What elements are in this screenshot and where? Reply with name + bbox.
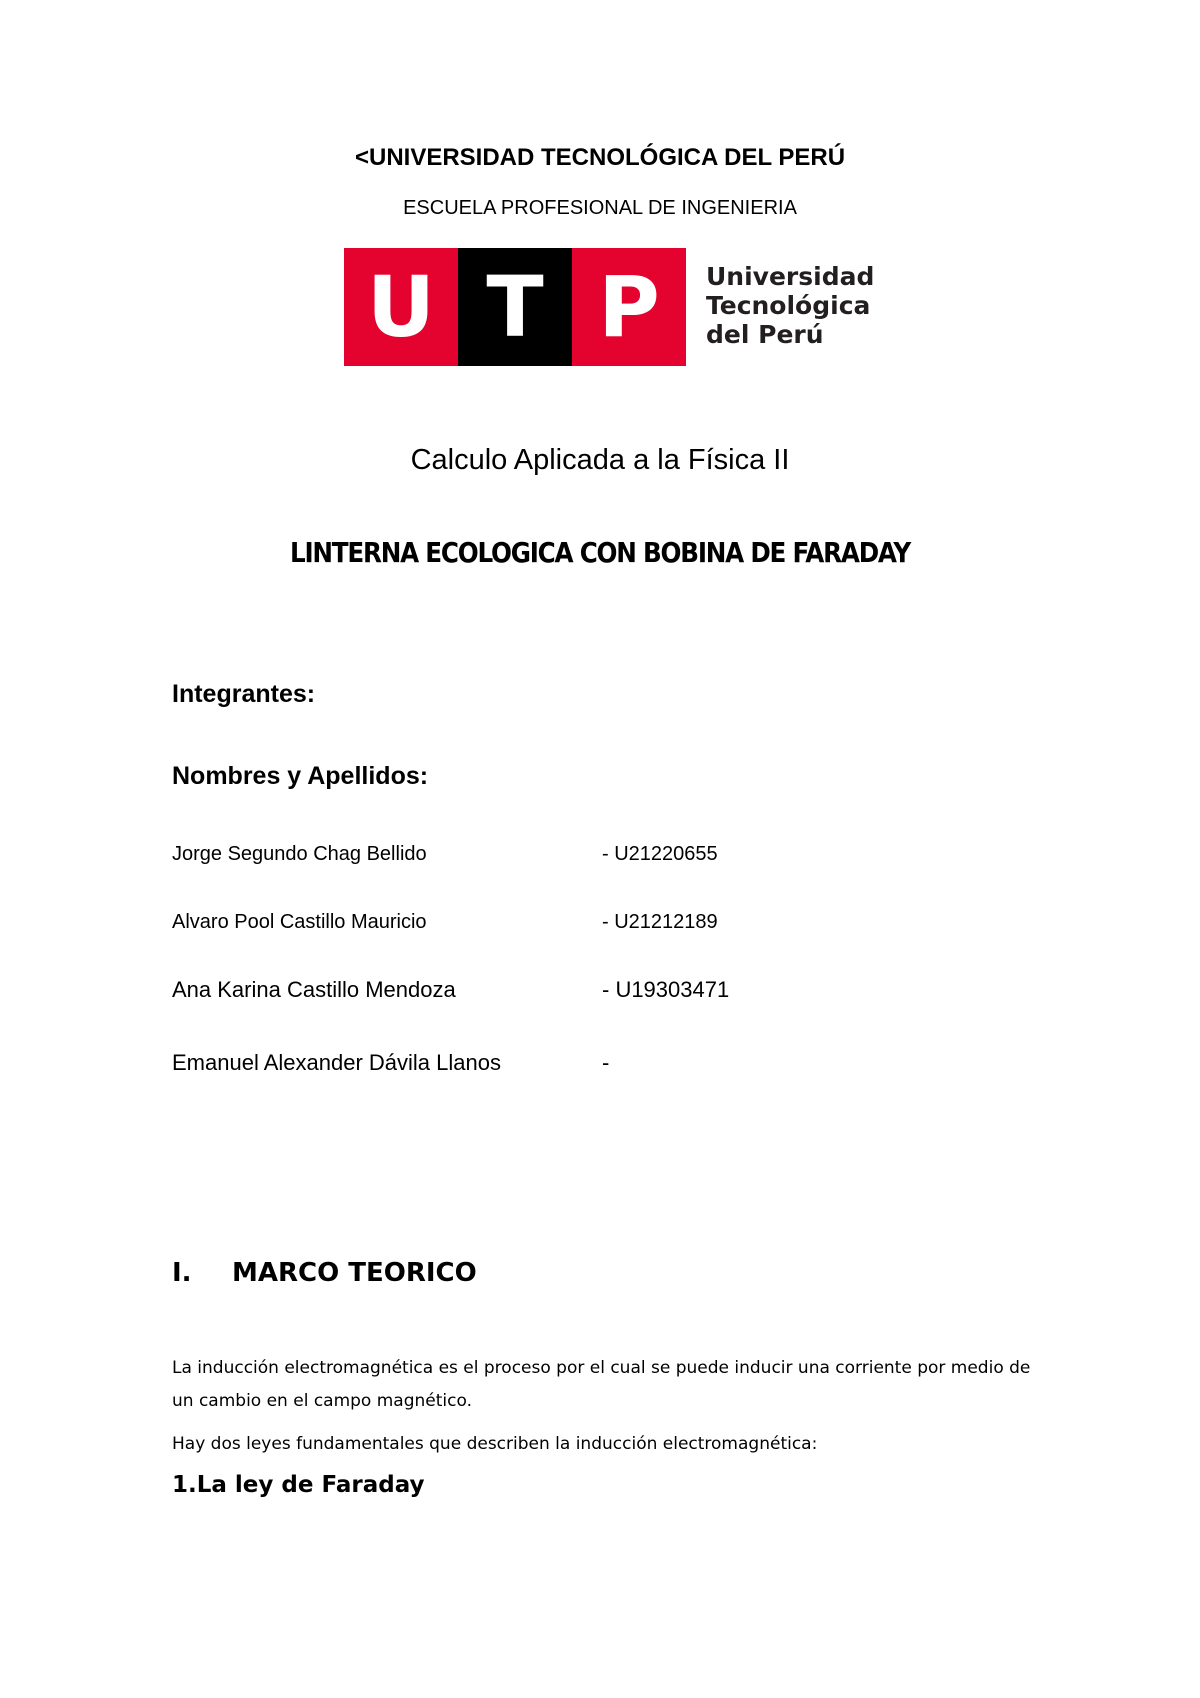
member-name: Alvaro Pool Castillo Mauricio — [172, 911, 427, 933]
logo-letter-u: U — [366, 258, 436, 356]
logo-wordmark-line-2: Tecnológica — [706, 291, 871, 320]
member-name: Emanuel Alexander Dávila Llanos — [172, 1050, 501, 1075]
logo-letter-t: T — [486, 258, 544, 356]
logo-block-p — [572, 248, 686, 366]
university-title: <UNIVERSIDAD TECNOLÓGICA DEL PERÚ — [354, 144, 846, 171]
school-name: ESCUELA PROFESIONAL DE INGENIERIA — [403, 197, 797, 219]
utp-logo — [344, 248, 884, 366]
course-title: Calculo Aplicada a la Física II — [410, 444, 790, 476]
logo-wordmark-line-3: del Perú — [706, 320, 824, 349]
section-heading — [172, 1258, 477, 1288]
subsection-heading: 1.La ley de Faraday — [172, 1472, 425, 1498]
member-code: - U19303471 — [602, 977, 730, 1002]
logo-letter-p: P — [598, 258, 660, 356]
names-label: Nombres y Apellidos: — [172, 762, 429, 790]
project-title: LINTERNA ECOLOGICA CON BOBINA DE FARADAY — [289, 536, 911, 569]
paragraph: Hay dos leyes fundamentales que describen la inducción electromagnética: — [172, 1434, 818, 1454]
section-title: MARCO TEORICO — [232, 1258, 477, 1288]
paragraph: La inducción electromagnética es el proceso por el cual se puede inducir una corriente por medio de un cambio en el campo magnético. — [172, 1358, 1031, 1411]
logo-block-u — [344, 248, 458, 366]
logo-wordmark-line-1: Universidad — [706, 262, 875, 291]
member-name: Ana Karina Castillo Mendoza — [172, 977, 456, 1002]
member-code: - U21220655 — [602, 843, 718, 865]
member-name: Jorge Segundo Chag Bellido — [172, 843, 427, 865]
logo-block-t — [458, 248, 572, 366]
member-code: - — [602, 1050, 610, 1075]
section-number: I. — [172, 1258, 192, 1288]
integrantes-label: Integrantes: — [172, 680, 316, 708]
logo-wordmark — [706, 262, 874, 349]
member-code: - U21212189 — [602, 911, 718, 933]
